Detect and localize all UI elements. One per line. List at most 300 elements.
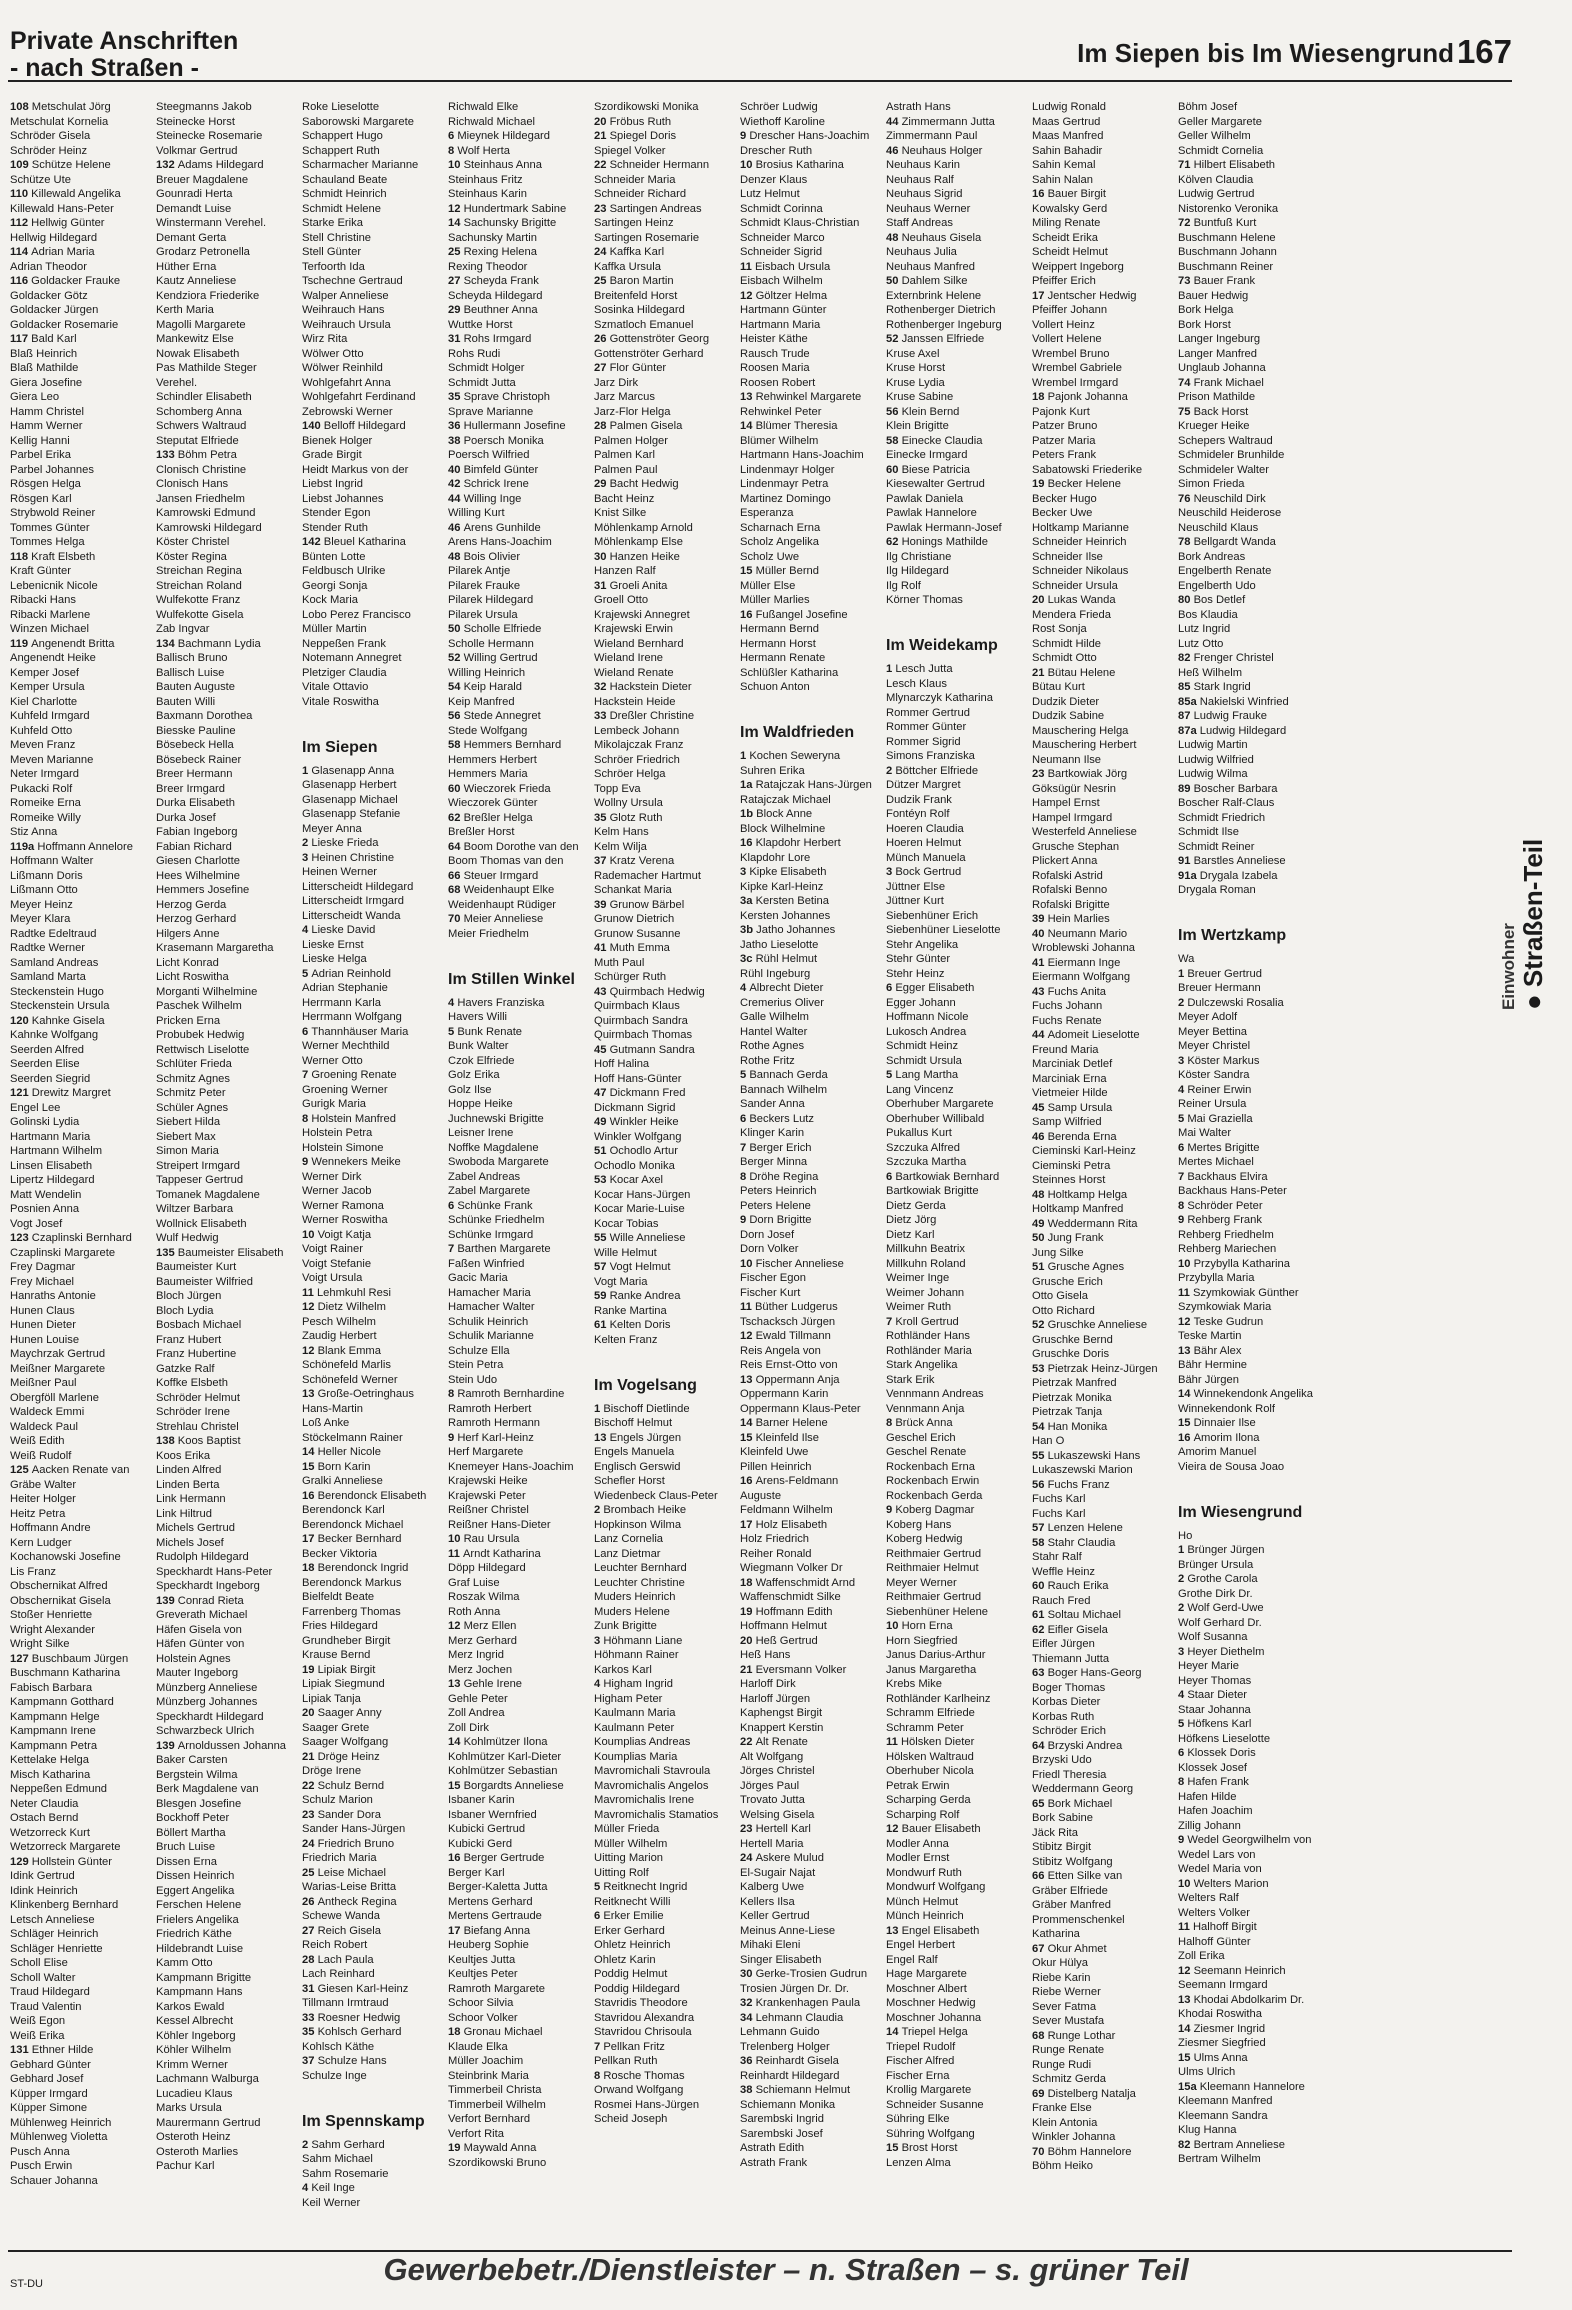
resident-entry: Kampmann Brigitte — [156, 1971, 252, 1984]
resident-entry: 7 Barthen Margarete — [448, 1243, 551, 1255]
resident-entry: Hoeren Claudia — [886, 822, 964, 835]
resident-entry: Herrmann Wolfgang — [302, 1011, 402, 1023]
resident-entry: 58 Einecke Claudia — [886, 434, 983, 447]
resident-entry: Rost Sonja — [1032, 623, 1087, 635]
resident-entry: Scheyda Hildegard — [448, 289, 543, 302]
resident-entry: Bauer Hedwig — [1178, 289, 1249, 302]
resident-entry: Palmen Karl — [594, 449, 655, 461]
resident-entry: Zabel Andreas — [448, 1170, 521, 1183]
resident-entry: Merz Jochen — [448, 1663, 513, 1676]
resident-entry: Werner Otto — [302, 1054, 363, 1067]
resident-entry: 19 Hoffmann Edith — [740, 1605, 833, 1618]
resident-entry: Maurermann Gertrud — [156, 2116, 261, 2129]
resident-entry: Mavromichalis Angelos — [594, 1779, 709, 1792]
resident-entry: Verehel. — [156, 376, 198, 389]
resident-entry: Meißner Paul — [10, 1377, 77, 1389]
resident-entry: Kampmann Hans — [156, 1986, 243, 1998]
resident-entry: Kamrowski Edmund — [156, 507, 256, 519]
resident-entry: Vitale Ottavio — [302, 681, 369, 693]
resident-entry: Weippert Ingeborg — [1032, 260, 1124, 273]
resident-entry: 19 Lipiak Birgit — [302, 1663, 376, 1676]
resident-entry: Tappeser Gertrud — [156, 1174, 244, 1186]
directory-column-8 — [1032, 100, 1178, 2245]
resident-entry: Körner Thomas — [886, 594, 963, 606]
resident-entry: Paschek Wilhelm — [156, 1000, 242, 1012]
resident-entry: Golinski Lydia — [10, 1116, 80, 1128]
resident-entry: Rofalski Astrid — [1032, 869, 1103, 882]
resident-entry: Obergföll Marlene — [10, 1391, 99, 1404]
resident-entry: Neppeßen Edmund — [10, 1783, 108, 1795]
resident-entry: Kocar Marie-Luise — [594, 1203, 685, 1215]
resident-entry: Müller Joachim — [448, 2055, 524, 2067]
resident-entry: Meven Marianne — [10, 753, 94, 766]
resident-entry: Bork Horst — [1178, 318, 1231, 331]
resident-entry: 91 Barstles Anneliese — [1178, 855, 1286, 867]
resident-entry: Rösgen Helga — [10, 478, 81, 490]
resident-entry: 12 Blank Emma — [302, 1344, 381, 1357]
resident-entry: Herf Margarete — [448, 1446, 524, 1458]
resident-entry: Schramm Elfriede — [886, 1707, 975, 1719]
resident-entry: 31 Groeli Anita — [594, 579, 668, 592]
resident-entry: Gräber Elfriede — [1032, 1884, 1108, 1897]
resident-entry: 62 Eifler Gisela — [1032, 1623, 1108, 1636]
resident-entry: Richwald Elke — [448, 101, 519, 113]
resident-entry: 13 Oppermann Anja — [740, 1373, 840, 1386]
resident-entry: 4 Higham Ingrid — [594, 1678, 673, 1690]
resident-entry: Magolli Margarete — [156, 318, 246, 331]
resident-entry: Kahnke Wolfgang — [10, 1029, 99, 1041]
footer-code: ST-DU — [10, 2278, 43, 2290]
resident-entry: 12 Teske Gudrun — [1178, 1315, 1264, 1328]
resident-entry: Unglaub Johanna — [1178, 362, 1266, 374]
resident-entry: El-Sugair Najat — [740, 1866, 816, 1879]
resident-entry: Pfeiffer Johann — [1032, 304, 1108, 316]
resident-entry: Ranke Martina — [594, 1304, 667, 1317]
resident-entry: Samp Wilfried — [1032, 1116, 1102, 1128]
resident-entry: Reiher Ronald — [740, 1547, 812, 1560]
resident-entry: Moschner Hedwig — [886, 1997, 976, 2009]
resident-entry: Dudzik Sabine — [1032, 710, 1105, 722]
resident-entry: Schwarzbeck Ulrich — [156, 1725, 255, 1737]
resident-entry: Wieland Irene — [594, 652, 664, 664]
resident-entry: Muders Heinrich — [594, 1591, 676, 1603]
directory-column-3 — [302, 100, 448, 2245]
resident-entry: Rosmei Hans-Jürgen — [594, 2098, 700, 2111]
resident-entry: Keil Werner — [302, 2196, 361, 2209]
resident-entry: Pukacki Rolf — [10, 782, 73, 795]
resident-entry: Schröder Helmut — [156, 1391, 240, 1404]
resident-entry: Breuer Magdalene — [156, 173, 249, 186]
resident-entry: Heinen Werner — [302, 866, 378, 878]
resident-entry: Petrak Erwin — [886, 1779, 950, 1792]
resident-entry: 1 Glasenapp Anna — [302, 764, 395, 777]
resident-entry: Pietrzak Monika — [1032, 1391, 1112, 1404]
resident-entry: Schneider Susanne — [886, 2098, 984, 2111]
resident-entry: Michels Gertrud — [156, 1522, 235, 1534]
street-heading: Im Spennskamp — [302, 2112, 425, 2130]
resident-entry: Wohlgefahrt Anna — [302, 376, 391, 389]
resident-entry: 5 Bannach Gerda — [740, 1069, 828, 1081]
resident-entry: Hackstein Heide — [594, 695, 676, 708]
resident-entry: Killewald Hans-Peter — [10, 202, 114, 215]
resident-entry: 29 Bacht Hedwig — [594, 478, 679, 490]
resident-entry: 13 Engel Elisabeth — [886, 1924, 980, 1937]
resident-entry: Sever Mustafa — [1032, 2015, 1105, 2027]
resident-entry: Notemann Annegret — [302, 652, 402, 664]
resident-entry: Wohlgefahrt Ferdinand — [302, 391, 416, 403]
resident-entry: Korbas Dieter — [1032, 1696, 1101, 1708]
resident-entry: Matt Wendelin — [10, 1188, 82, 1201]
resident-entry: Idink Gertrud — [10, 1870, 75, 1882]
resident-entry: Zebrowski Werner — [302, 405, 393, 418]
resident-entry: Baumeister Kurt — [156, 1261, 237, 1273]
resident-entry: 1b Block Anne — [740, 808, 813, 820]
street-heading: Im Wiesengrund — [1178, 1503, 1303, 1521]
resident-entry: Becker Uwe — [1032, 507, 1093, 519]
resident-entry: 9 Herf Karl-Heinz — [448, 1431, 534, 1444]
resident-entry: Timmerbeil Wilhelm — [448, 2098, 546, 2111]
resident-entry: 70 Böhm Hannelore — [1032, 2145, 1132, 2158]
resident-entry: 5 Reitknecht Ingrid — [594, 1881, 688, 1893]
resident-entry: Mertens Gertraude — [448, 1910, 542, 1922]
resident-entry: 21 Spiegel Doris — [594, 130, 677, 142]
resident-entry: 46 Berenda Erna — [1032, 1130, 1117, 1143]
resident-entry: Prommenschenkel — [1032, 1913, 1125, 1926]
resident-entry: Böhm Heiko — [1032, 2160, 1093, 2172]
resident-entry: Siebert Max — [156, 1130, 216, 1143]
resident-entry: Oberhuber Margarete — [886, 1098, 994, 1110]
resident-entry: Lehmann Guido — [740, 2026, 820, 2038]
resident-entry: 21 Dröge Heinz — [302, 1750, 380, 1763]
resident-entry: Kern Ludger — [10, 1536, 72, 1549]
resident-entry: Goldacker Rosemarie — [10, 318, 119, 331]
resident-entry: Kohlmützer Sebastian — [448, 1765, 558, 1777]
resident-entry: Neppeßen Frank — [302, 637, 386, 650]
resident-entry: Klinkenberg Bernhard — [10, 1899, 119, 1911]
resident-entry: Palmen Holger — [594, 434, 668, 447]
resident-entry: Buschmann Johann — [1178, 246, 1277, 258]
resident-entry: 7 Groening Renate — [302, 1069, 397, 1081]
resident-entry: 50 Jung Frank — [1032, 1232, 1104, 1244]
resident-entry: 12 Göltzer Helma — [740, 289, 828, 302]
resident-entry: 139 Arnoldussen Johanna — [156, 1739, 287, 1752]
resident-entry: Schneider Ursula — [1032, 579, 1118, 592]
resident-entry: Litterscheidt Wanda — [302, 909, 401, 922]
resident-entry: Heister Käthe — [740, 333, 808, 345]
resident-entry: Graf Luise — [448, 1576, 500, 1589]
resident-entry: 17 Holz Elisabeth — [740, 1518, 828, 1531]
resident-entry: Neter Irmgard — [10, 768, 80, 780]
resident-entry: Bos Klaudia — [1178, 608, 1238, 621]
resident-entry: 142 Bleuel Katharina — [302, 536, 406, 548]
resident-entry: Merz Ingrid — [448, 1649, 504, 1661]
resident-entry: Oberhuber Willibald — [886, 1112, 985, 1125]
resident-entry: Berger Karl — [448, 1866, 505, 1879]
street-heading: Im Siepen — [302, 738, 378, 756]
resident-entry: Berendonck Michael — [302, 1518, 404, 1531]
resident-entry: Maas Manfred — [1032, 130, 1104, 142]
resident-entry: Esperanza — [740, 507, 794, 519]
resident-entry: 9 Koberg Dagmar — [886, 1504, 975, 1516]
resident-entry: Rademacher Hartmut — [594, 869, 701, 882]
resident-entry: 120 Kahnke Gisela — [10, 1014, 105, 1027]
resident-entry: Bösebeck Rainer — [156, 753, 242, 766]
resident-entry: Schankat Maria — [594, 884, 672, 896]
resident-entry: Maas Gertrud — [1032, 115, 1101, 128]
resident-entry: Hermann Horst — [740, 637, 816, 650]
resident-entry: 55 Lukaszewski Hans — [1032, 1449, 1141, 1462]
resident-entry: Ramroth Herbert — [448, 1402, 532, 1415]
resident-entry: Küpper Irmgard — [10, 2087, 88, 2100]
resident-entry: Eggert Angelika — [156, 1884, 235, 1897]
resident-entry: Kocar Tobias — [594, 1217, 659, 1230]
resident-entry: 66 Steuer Irmgard — [448, 869, 539, 882]
resident-entry: 38 Poersch Monika — [448, 434, 544, 447]
resident-entry: 5 Lang Martha — [886, 1069, 959, 1081]
resident-entry: Schmidt Jutta — [448, 376, 516, 389]
resident-entry: Häfen Gisela von — [156, 1623, 242, 1636]
resident-entry: Litterscheidt Irmgard — [302, 895, 404, 907]
resident-entry: Swoboda Margarete — [448, 1156, 549, 1168]
resident-entry: Heitz Petra — [10, 1507, 66, 1520]
resident-entry: Kruse Lydia — [886, 376, 945, 389]
resident-entry: Kaffka Ursula — [594, 260, 661, 273]
resident-entry: 75 Back Horst — [1178, 405, 1249, 418]
resident-entry: 15 Müller Bernd — [740, 565, 819, 577]
resident-entry: Stibitz Birgit — [1032, 1841, 1092, 1853]
resident-entry: Steputat Elfriede — [156, 434, 239, 447]
resident-entry: Dietz Jörg — [886, 1214, 937, 1226]
resident-entry: Fischer Erna — [886, 2069, 950, 2082]
resident-entry: Ilg Christiane — [886, 550, 952, 563]
resident-entry: 46 Arens Gunhilde — [448, 521, 541, 534]
resident-entry: Stoßer Henriette — [10, 1609, 93, 1621]
resident-entry: 8 Ramroth Bernhardine — [448, 1388, 565, 1400]
resident-entry: Greverath Michael — [156, 1609, 248, 1621]
resident-entry: Sühring Elke — [886, 2113, 950, 2125]
resident-entry: Lutz Otto — [1178, 637, 1224, 650]
resident-entry: Litterscheidt Hildegard — [302, 880, 414, 893]
resident-entry: Sabatowski Friederike — [1032, 463, 1143, 476]
resident-entry: Ludwig Wilfried — [1178, 753, 1254, 766]
resident-entry: Sarembski Josef — [740, 2127, 823, 2140]
resident-entry: Willing Kurt — [448, 507, 505, 519]
resident-entry: Schmidt Heinrich — [302, 188, 387, 200]
resident-entry: 114 Adrian Maria — [10, 246, 95, 258]
resident-entry: Knemeyer Hans-Joachim — [448, 1460, 574, 1473]
resident-entry: Patzer Bruno — [1032, 420, 1098, 432]
resident-entry: 16 Arens-Feldmann — [740, 1475, 839, 1487]
resident-entry: 10 Przybylla Katharina — [1178, 1257, 1290, 1270]
resident-entry: Keller Gertrud — [740, 1910, 810, 1922]
resident-entry: Oppermann Klaus-Peter — [740, 1402, 861, 1415]
resident-entry: Boscher Ralf-Claus — [1178, 797, 1275, 809]
resident-entry: Siebenhüner Lieselotte — [886, 924, 1001, 936]
resident-entry: 63 Boger Hans-Georg — [1032, 1667, 1142, 1679]
resident-entry: Meyer Heinz — [10, 898, 73, 911]
resident-entry: 25 Rexing Helena — [448, 246, 537, 258]
resident-entry: Kochanowski Josefine — [10, 1551, 121, 1563]
resident-entry: Staff Andreas — [886, 217, 953, 229]
resident-entry: Pukallus Kurt — [886, 1127, 952, 1139]
resident-entry: Krajewski Erwin — [594, 623, 673, 635]
resident-entry: 30 Gerke-Trosien Gudrun — [740, 1968, 868, 1980]
resident-entry: Kruse Axel — [886, 347, 940, 360]
resident-entry: Koumplias Maria — [594, 1750, 678, 1763]
resident-entry: 31 Rohs Irmgard — [448, 333, 532, 345]
resident-entry: 52 Willing Gertrud — [448, 652, 538, 664]
resident-entry: Böllert Martha — [156, 1826, 226, 1839]
resident-entry: Kemper Ursula — [10, 681, 85, 693]
resident-entry: Engel Herbert — [886, 1939, 956, 1951]
resident-entry: Stehr Günter — [886, 953, 951, 965]
resident-entry: Gruschke Doris — [1032, 1348, 1110, 1360]
resident-entry: Pachur Karl — [156, 2160, 215, 2172]
resident-entry: 44 Willing Inge — [448, 492, 522, 505]
resident-entry: Giera Josefine — [10, 376, 83, 389]
resident-entry: Sachunsky Martin — [448, 231, 537, 244]
resident-entry: 60 Wieczorek Frieda — [448, 782, 551, 795]
resident-entry: Kersten Johannes — [740, 909, 831, 922]
resident-entry: Jörges Paul — [740, 1779, 800, 1792]
resident-entry: Breitenfeld Horst — [594, 289, 678, 302]
resident-entry: Moschner Albert — [886, 1982, 967, 1995]
resident-entry: Kampmann Petra — [10, 1739, 98, 1752]
resident-entry: Frielers Angelika — [156, 1913, 239, 1926]
resident-entry: Zoll Erika — [1178, 1950, 1225, 1962]
resident-entry: Speckhardt Hildegard — [156, 1710, 264, 1723]
resident-entry: Lesch Klaus — [886, 677, 947, 690]
resident-entry: Müller Frieda — [594, 1823, 660, 1835]
resident-entry: Hampel Irmgard — [1032, 811, 1113, 824]
resident-entry: Neuschild Heiderose — [1178, 507, 1282, 519]
resident-entry: 11 Arndt Katharina — [448, 1547, 541, 1560]
resident-entry: Lobo Perez Francisco — [302, 608, 411, 621]
resident-entry: Streichan Roland — [156, 579, 242, 592]
resident-entry: Voigt Stefanie — [302, 1257, 372, 1270]
resident-entry: Ilg Rolf — [886, 579, 921, 592]
resident-entry: 6 Erker Emilie — [594, 1910, 664, 1922]
resident-entry: 56 Klein Bernd — [886, 405, 960, 418]
resident-entry: Lutz Helmut — [740, 188, 800, 200]
resident-entry: Rothe Agnes — [740, 1040, 805, 1052]
resident-entry: Schulik Heinrich — [448, 1315, 529, 1328]
resident-entry: Krajewski Peter — [448, 1489, 526, 1502]
resident-entry: Peters Frank — [1032, 449, 1097, 461]
resident-entry: Bannach Wilhelm — [740, 1083, 828, 1096]
resident-entry: Drygala Roman — [1178, 884, 1256, 896]
resident-entry: 11 Eisbach Ursula — [740, 260, 831, 273]
resident-entry: 20 Lukas Wanda — [1032, 594, 1116, 606]
resident-entry: Stavridis Theodore — [594, 1997, 688, 2009]
resident-entry: Lindenmayr Petra — [740, 478, 829, 490]
resident-entry: Scholle Hermann — [448, 637, 534, 650]
resident-entry: Harloff Dirk — [740, 1678, 796, 1690]
resident-entry: Wulfekotte Franz — [156, 594, 241, 606]
resident-entry: Gräber Manfred — [1032, 1899, 1111, 1911]
resident-entry: Idink Heinrich — [10, 1884, 78, 1897]
resident-entry: Fabian Richard — [156, 840, 232, 853]
resident-entry: Vieira de Sousa Joao — [1178, 1460, 1285, 1473]
resident-entry: Kelm Hans — [594, 826, 649, 838]
resident-entry: Clonisch Hans — [156, 478, 229, 490]
resident-entry: Müller Martin — [302, 623, 367, 635]
resident-entry: Letsch Anneliese — [10, 1913, 95, 1926]
resident-entry: Glasenapp Michael — [302, 793, 398, 806]
resident-entry: Schoor Silvia — [448, 1997, 514, 2009]
resident-entry: Scharping Gerda — [886, 1794, 971, 1806]
resident-entry: Probubek Hedwig — [156, 1029, 245, 1041]
resident-entry: 60 Biese Patricia — [886, 463, 970, 476]
street-heading: Im Stillen Winkel — [448, 970, 575, 988]
resident-entry: Keip Manfred — [448, 695, 515, 708]
resident-entry: Engel Ralf — [886, 1953, 938, 1966]
resident-entry: Schröer Friedrich — [594, 753, 680, 766]
resident-entry: Fischer Kurt — [740, 1286, 801, 1299]
resident-entry: Breer Hermann — [156, 768, 233, 780]
resident-entry: Pilarek Hildegard — [448, 594, 534, 606]
resident-entry: Winzen Michael — [10, 623, 89, 635]
resident-entry: Münch Heinrich — [886, 1910, 964, 1922]
resident-entry: Friedl Theresia — [1032, 1768, 1107, 1781]
resident-entry: Welters Volker — [1178, 1906, 1250, 1919]
resident-entry: Schefler Horst — [594, 1475, 665, 1487]
resident-entry: Holtkamp Manfred — [1032, 1203, 1124, 1215]
resident-entry: Dützer Margret — [886, 779, 961, 791]
resident-entry: 91a Drygala Izabela — [1178, 869, 1278, 882]
resident-entry: Krimm Werner — [156, 2058, 228, 2071]
resident-entry: Schneider Richard — [594, 188, 687, 200]
resident-entry: Riebe Karin — [1032, 1971, 1091, 1984]
resident-entry: Mavromichalis Stamatios — [594, 1808, 719, 1821]
resident-entry: Reinhardt Hildegard — [740, 2069, 840, 2082]
resident-entry: Mavromichalis Irene — [594, 1794, 695, 1806]
resident-entry: 6 Beckers Lutz — [740, 1112, 815, 1125]
resident-entry: Linden Berta — [156, 1478, 220, 1491]
resident-entry: Küpper Simone — [10, 2102, 88, 2114]
resident-entry: 38 Schiemann Helmut — [740, 2084, 851, 2096]
resident-entry: Hertell Maria — [740, 1837, 804, 1850]
resident-entry: Dorn Volker — [740, 1243, 799, 1255]
resident-entry: 3c Rühl Helmut — [740, 953, 818, 965]
resident-entry: Holstein Petra — [302, 1127, 373, 1139]
resident-entry: Franz Hubert — [156, 1333, 222, 1346]
resident-entry: Heß Wilhelm — [1178, 666, 1243, 679]
resident-entry: 4 Albrecht Dieter — [740, 982, 824, 994]
resident-entry: Lieske Helga — [302, 953, 367, 965]
resident-entry: Klug Hanna — [1178, 2124, 1237, 2136]
resident-entry: Mertens Gerhard — [448, 1895, 533, 1908]
resident-entry: Heß Hans — [740, 1649, 791, 1661]
resident-entry: Schmidt Cornelia — [1178, 144, 1264, 157]
resident-entry: 42 Schrick Irene — [448, 478, 529, 490]
resident-entry: 59 Ranke Andrea — [594, 1290, 681, 1302]
resident-entry: Schewe Wanda — [302, 1910, 380, 1922]
resident-entry: 7 Backhaus Elvira — [1178, 1170, 1268, 1183]
resident-entry: Quirmbach Sandra — [594, 1014, 688, 1027]
resident-entry: Glasenapp Herbert — [302, 779, 397, 791]
resident-entry: Szmatloch Emanuel — [594, 318, 694, 331]
resident-entry: 123 Czaplinski Bernhard — [10, 1232, 132, 1244]
resident-entry: Neuhaus Julia — [886, 246, 957, 258]
resident-entry: 4 Reiner Erwin — [1178, 1083, 1252, 1096]
resident-entry: Schappert Ruth — [302, 144, 380, 157]
resident-entry: Werner Mechthild — [302, 1040, 390, 1052]
resident-entry: Rothländer Hans — [886, 1330, 970, 1342]
resident-entry: Franz Hubertine — [156, 1348, 237, 1360]
resident-entry: Stender Egon — [302, 507, 371, 519]
resident-entry: Volkmar Gertrud — [156, 144, 238, 157]
